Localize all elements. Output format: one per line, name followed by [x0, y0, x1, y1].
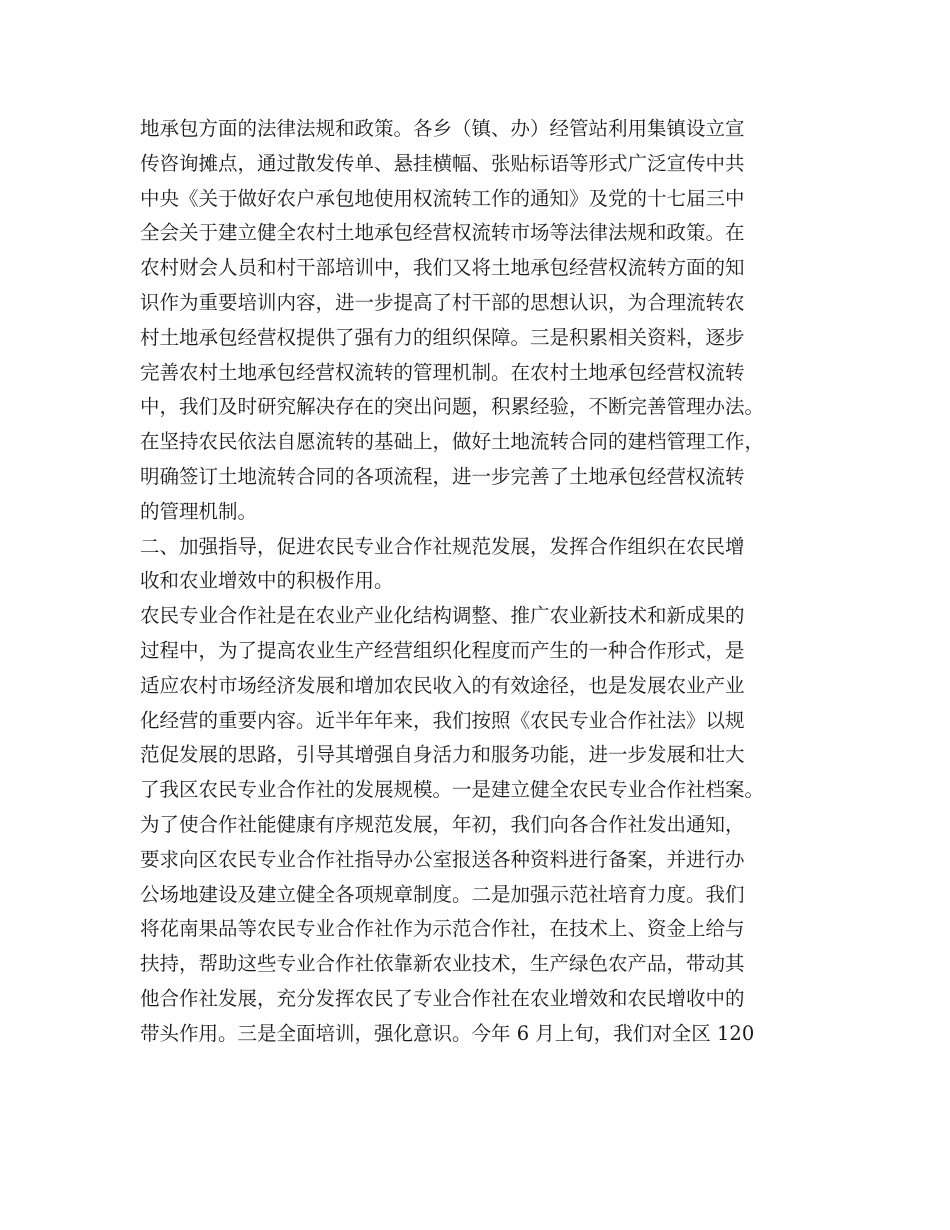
text-line: 扶持，帮助这些专业合作社依靠新农业技术，生产绿色农产品，带动其	[140, 952, 745, 976]
text-line: 中，我们及时研究解决存在的突出问题，积累经验，不断完善管理办法。	[140, 395, 765, 419]
text-line: 将花南果品等农民专业合作社作为示范合作社，在技术上、资金上给与	[140, 917, 745, 941]
text-line: 为了使合作社能健康有序规范发展，年初，我们向各合作社发出通知，	[140, 812, 745, 836]
text-line: 的管理机制。	[140, 499, 258, 523]
text-line: 识作为重要培训内容，进一步提高了村干部的思想认识，为合理流转农	[140, 290, 745, 314]
text-line: 地承包方面的法律法规和政策。各乡（镇、办）经管站利用集镇设立宣	[140, 117, 745, 140]
text-line: 农民专业合作社是在农业产业化结构调整、推广农业新技术和新成果的	[140, 604, 745, 628]
text-line: 中央《关于做好农户承包地使用权流转工作的通知》及党的十七届三中	[140, 186, 745, 210]
text-line: 要求向区农民专业合作社指导办公室报送各种资料进行备案，并进行办	[140, 847, 745, 871]
text-line: 了我区农民专业合作社的发展规模。一是建立健全农民专业合作社档案。	[140, 778, 765, 802]
text-line: 化经营的重要内容。近半年年来，我们按照《农民专业合作社法》以规	[140, 708, 745, 732]
text-line: 公场地建设及建立健全各项规章制度。二是加强示范社培育力度。我们	[140, 882, 745, 906]
text-line: 村土地承包经营权提供了强有力的组织保障。三是积累相关资料，逐步	[140, 325, 745, 349]
section-heading-line: 二、加强指导，促进农民专业合作社规范发展，发挥合作组织在农民增	[140, 534, 745, 558]
text-line: 在坚持农民依法自愿流转的基础上，做好土地流转合同的建档管理工作，	[140, 430, 765, 454]
text-line: 农村财会人员和村干部培训中，我们又将土地承包经营权流转方面的知	[140, 256, 745, 280]
body-text	[140, 112, 840, 1052]
text-line: 范促发展的思路，引导其增强自身活力和服务功能，进一步发展和壮大	[140, 743, 745, 767]
text-line: 明确签订土地流转合同的各项流程，进一步完善了土地承包经营权流转	[140, 464, 745, 488]
section-heading-line: 收和农业增效中的积极作用。	[140, 569, 394, 593]
text-line: 全会关于建立健全农村土地承包经营权流转市场等法律法规和政策。在	[140, 221, 745, 245]
text-line: 完善农村土地承包经营权流转的管理机制。在农村土地承包经营权流转	[140, 360, 745, 384]
text-line: 过程中，为了提高农业生产经营组织化程度而产生的一种合作形式，是	[140, 638, 745, 662]
text-line: 传咨询摊点，通过散发传单、悬挂横幅、张贴标语等形式广泛宣传中共	[140, 151, 745, 175]
text-line: 他合作社发展，充分发挥农民了专业合作社在农业增效和农民增收中的	[140, 986, 745, 1010]
text-line: 适应农村市场经济发展和增加农民收入的有效途径，也是发展农业产业	[140, 673, 745, 697]
text-line: 带头作用。三是全面培训，强化意识。今年 6 月上旬，我们对全区 120	[140, 1021, 755, 1045]
